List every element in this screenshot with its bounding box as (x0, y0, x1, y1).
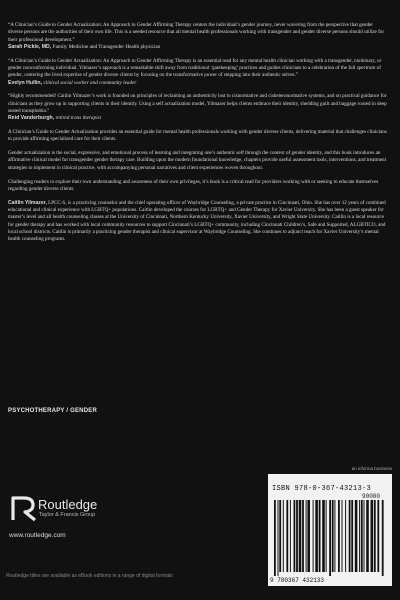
barcode-bar (322, 500, 325, 572)
publisher-url: www.routledge.com (9, 532, 66, 539)
endorsement-3 (8, 93, 388, 122)
barcode-bar (374, 500, 376, 572)
cover-text-block (8, 22, 388, 250)
barcode-bar (290, 500, 291, 572)
barcode-bar (296, 500, 298, 572)
informa-tagline: an informa business (351, 466, 392, 471)
price-code: 90000 (362, 493, 381, 500)
barcode-bar (332, 500, 334, 572)
endorsement-2 (8, 58, 388, 87)
barcode-bar (326, 500, 327, 572)
barcode-bar (361, 500, 363, 572)
description-paragraph-2: Gender actualization is the social, expressive, and emotional process of learning and integrating one’s authentic self through the context of gender identity, and this book introduces an affirmative clinical model for transgender gender therapy care. Building upon the modern foundational knowledge, chapters provide useful assessment tools, interventions, and treatment strategies to implement in clinical practice, with accompanying personal narratives and client experiences woven throughout. (8, 150, 387, 171)
ebook-note: Routledge titles are available as eBook editions in a range of digital formats (6, 573, 173, 579)
description-paragraph-1: A Clinician’s Guide to Gender Actualization provides an essential guide for mental health professionals working with gender diverse clients, delivering material that challenges clinicians to provide affirming specialized care for their clients. (8, 129, 387, 143)
barcode-background (268, 474, 392, 586)
author-bio-text: LPCC-S, is a practicing counselor and the chief operating officer of Waybridge Counseling, a private practice in Cincinnati, Ohio. She has over 12 years of combined educational and clinical experience with LGBTQ+ populations. Caitlin developed the courses for LGBTQ+ and Gender Therapy for Xavier University. She has been a guest speaker for master’s level and all health counseling classes at the University of Cincinnati, Northern Kentucky University, Xavier University, and Wright State University. Caitlin is a local resource for gender therapy and has worked with local community resources to support Cincinnati’s LGBTQ+ community, including Cincinnati Children’s, Safe and Supported, ALGBTICO, and local school districts. Caitlin is primarily a practicing gender therapist and clinical supervisor at Waybridge Counseling. She continues to adjunct teach for Xavier University’s mental health counseling programs. (8, 199, 386, 243)
endorser-name: Evelyn Hullin, (8, 79, 43, 86)
barcode-bar (371, 500, 374, 572)
barcode-bar (366, 500, 369, 572)
barcode-bar (334, 500, 335, 572)
publisher-group: Taylor & Francis Group (39, 512, 96, 518)
publisher-logo (9, 490, 119, 536)
barcode-bar (306, 500, 307, 572)
endorser-name: Sarah Pickle, MD, (8, 43, 52, 50)
barcode-bar (359, 500, 360, 572)
barcode-bar (286, 500, 288, 572)
barcode-bar (345, 500, 346, 572)
barcode-bar (315, 500, 318, 572)
barcode-bar (377, 500, 379, 572)
description-paragraph-3: Challenging readers to explore their own understanding and awareness of their own privileges, it’s book is a critical read for providers working with or seeking to educate themselves regarding gender diverse clients. (8, 178, 379, 192)
barcode-number: 9 780367 432133 (270, 577, 325, 584)
barcode-bar (355, 500, 358, 572)
barcode-bar (294, 500, 296, 572)
barcode-bar (283, 500, 284, 572)
endorsement-text: “Highly recommended! Caitlin Yilmazer’s work is founded on principles of reclaiming an authenticity lost to cisnormative and cisheteronormative systems, and on practical guidance for clinicians as they grow up in supporting clients in their identity. Using a self actualization model, Yilmazer helps clients embrace their identity, shedding guilt and baggage rooted in deep seated transphobia.” (8, 93, 387, 114)
barcode-bar (382, 500, 384, 576)
barcode-bar (302, 500, 304, 572)
subject-category: PSYCHOTHERAPY / GENDER (8, 408, 97, 414)
endorsement-text: “A Clinician’s Guide to Gender Actualization: An Approach to Gender Affirming Therapy centers the individual’s gender journey, never wavering from the perspective that gender diverse persons are the authorities of their own life. This is a needed resource that all mental health professionals working with transgender and gender diverse persons should utilize for their professional development.” (8, 22, 385, 43)
barcode-bar (338, 500, 340, 572)
endorser-role: retired trans therapist (55, 115, 102, 122)
author-name: Caitlin Yilmazer, (8, 199, 47, 206)
barcode-bar (329, 500, 331, 576)
endorsement-1 (8, 22, 388, 51)
author-bio (8, 200, 388, 244)
isbn-text: ISBN 978-0-367-43213-3 (272, 485, 372, 493)
publisher-name: Routledge (38, 497, 98, 512)
barcode-bar (351, 500, 353, 572)
barcode-bar (299, 500, 302, 572)
barcode-bar (342, 500, 343, 572)
barcode-bar (313, 500, 314, 572)
barcode-bar (307, 500, 310, 572)
endorsement-source (8, 115, 101, 121)
endorser-name: Reid Vanderburgh, (8, 115, 55, 122)
endorsement-text: “A Clinician’s Guide to Gender Actualization: An Approach to Gender Affirming Therapy is an essential read for any mental health clinician working with a transgender, nonbinary, or gender nonconforming individual. Yilmazer’s approach is a remarkable shift away from traditional ‘gatekeeping’ practices and guides clinicians to a celebration of the full spectrum of gender, centering the lived expertise of gender diverse clients by focusing on the transformative power of stepping into their authentic selves.” (8, 57, 382, 79)
barcode-bar (279, 500, 281, 572)
endorser-role: Family Medicine and Transgender Health physician (52, 43, 161, 50)
barcode-bar (274, 500, 276, 576)
endorsement-source (8, 80, 136, 86)
barcode-bar (364, 500, 365, 572)
barcode-panel (268, 466, 392, 586)
routledge-r-icon (9, 494, 39, 524)
endorsement-source (8, 44, 160, 50)
barcode-graphic (272, 500, 388, 576)
barcode-bar (319, 500, 321, 572)
endorser-role: clinical social worker and community leader (43, 79, 137, 86)
barcode-bar (278, 500, 279, 576)
barcode-bar (349, 500, 351, 572)
